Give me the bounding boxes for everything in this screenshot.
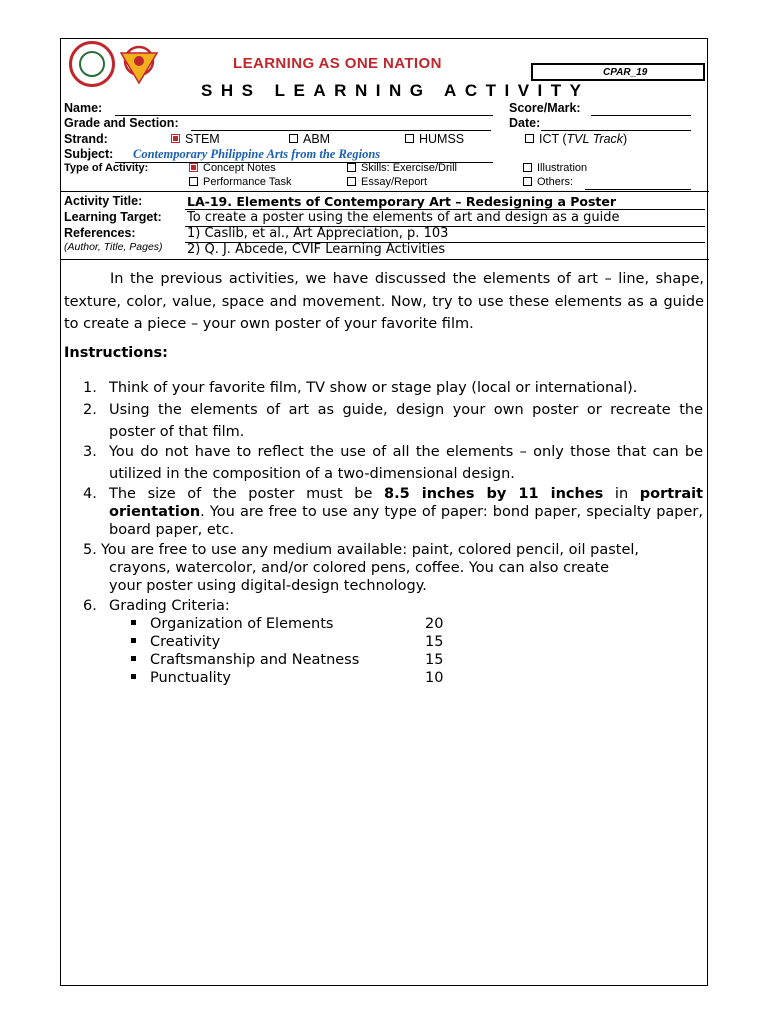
- checkbox-icon[interactable]: [523, 177, 532, 186]
- type-concept-notes[interactable]: Concept Notes: [189, 162, 276, 174]
- type-performance-task[interactable]: Performance Task: [189, 176, 291, 188]
- date-field[interactable]: [541, 130, 691, 131]
- activity-code: CPAR_19: [603, 67, 648, 78]
- criteria-row: Creativity 15: [131, 633, 220, 651]
- strand-option-stem[interactable]: STEM: [171, 132, 220, 146]
- activity-title-value: LA-19. Elements of Contemporary Art – Redesigning a Poster: [187, 194, 617, 209]
- grade-section-field[interactable]: [191, 130, 491, 131]
- school-seal-logo: [69, 41, 115, 87]
- name-label: Name:: [64, 101, 103, 115]
- subject-label: Subject:: [64, 147, 114, 161]
- grade-section-label: Grade and Section:: [64, 116, 179, 130]
- others-field[interactable]: [585, 189, 691, 190]
- type-others[interactable]: Others:: [523, 176, 573, 188]
- learning-target-value: To create a poster using the elements of art and design as a guide: [187, 210, 620, 225]
- worksheet-page: [60, 38, 708, 986]
- criteria-row: Craftsmanship and Neatness 15: [131, 651, 359, 669]
- org-title: LEARNING AS ONE NATION: [233, 55, 442, 72]
- list-item: 1. Think of your favorite film, TV show or stage play (local or international).: [83, 380, 638, 396]
- checkbox-icon[interactable]: [405, 134, 414, 143]
- checkbox-icon[interactable]: [289, 134, 298, 143]
- bullet-icon: [131, 620, 136, 625]
- reference-2: 2) Q. J. Abcede, CVIF Learning Activities: [187, 242, 446, 257]
- list-item: 4. The size of the poster must be 8.5 inches by 11 inches in portrait orientation. You are free to use any type of paper: bond paper, specialty paper, board paper, etc.: [83, 486, 704, 538]
- references-label: References:: [64, 226, 136, 240]
- checkbox-icon[interactable]: [189, 177, 198, 186]
- criteria-row: Organization of Elements 20: [131, 615, 333, 633]
- score-field[interactable]: [591, 115, 691, 116]
- type-essay-report[interactable]: Essay/Report: [347, 176, 427, 188]
- strand-option-ict[interactable]: ICT (TVL Track): [525, 132, 627, 146]
- list-item: 5. You are free to use any medium available: paint, colored pencil, oil pastel, crayons, watercolor, and/or colored pens, coffee. You can also create your poster using digital-design technology.: [83, 542, 640, 594]
- references-sublabel: (Author, Title, Pages): [64, 241, 163, 253]
- document-title: SHS LEARNING ACTIVITY: [201, 81, 590, 100]
- bullet-icon: [131, 674, 136, 679]
- type-illustration[interactable]: Illustration: [523, 162, 587, 174]
- activity-title-label: Activity Title:: [64, 194, 143, 208]
- activity-code-box: [531, 63, 705, 81]
- score-label: Score/Mark:: [509, 101, 581, 115]
- subject-value: Contemporary Philippine Arts from the Regions: [133, 147, 381, 161]
- criteria-row: Punctuality 10: [131, 669, 231, 687]
- checkbox-icon[interactable]: [525, 134, 534, 143]
- checkbox-checked-icon[interactable]: [171, 134, 180, 143]
- strand-option-abm[interactable]: ABM: [289, 132, 330, 146]
- type-skills-drill[interactable]: Skills: Exercise/Drill: [347, 162, 457, 174]
- strand-label: Strand:: [64, 132, 108, 146]
- bullet-icon: [131, 656, 136, 661]
- checkbox-icon[interactable]: [523, 163, 532, 172]
- bullet-icon: [131, 638, 136, 643]
- date-label: Date:: [509, 116, 541, 130]
- activity-type-label: Type of Activity:: [64, 162, 149, 174]
- learning-target-label: Learning Target:: [64, 210, 162, 224]
- instructions-heading: Instructions:: [64, 345, 168, 361]
- checkbox-icon[interactable]: [347, 177, 356, 186]
- strand-option-humss[interactable]: HUMSS: [405, 132, 464, 146]
- reference-1: 1) Caslib, et al., Art Appreciation, p. 103: [187, 226, 449, 241]
- list-item: 2. Using the elements of art as guide, design your own poster or recreate the poster of that film.: [83, 402, 703, 440]
- intro-paragraph: In the previous activities, we have discussed the elements of art – line, shape, texture, color, value, space and movement. Now, try to use these elements as a guide to create a piece – your own poster of your favorite film.: [64, 271, 704, 332]
- checkbox-icon[interactable]: [347, 163, 356, 172]
- checkbox-checked-icon[interactable]: [189, 163, 198, 172]
- list-item: 6. Grading Criteria:: [83, 598, 230, 614]
- list-item: 3. You do not have to reflect the use of all the elements – only those that can be utilized in the composition of a two-dimensional design.: [83, 444, 703, 482]
- division-logo: [117, 41, 161, 87]
